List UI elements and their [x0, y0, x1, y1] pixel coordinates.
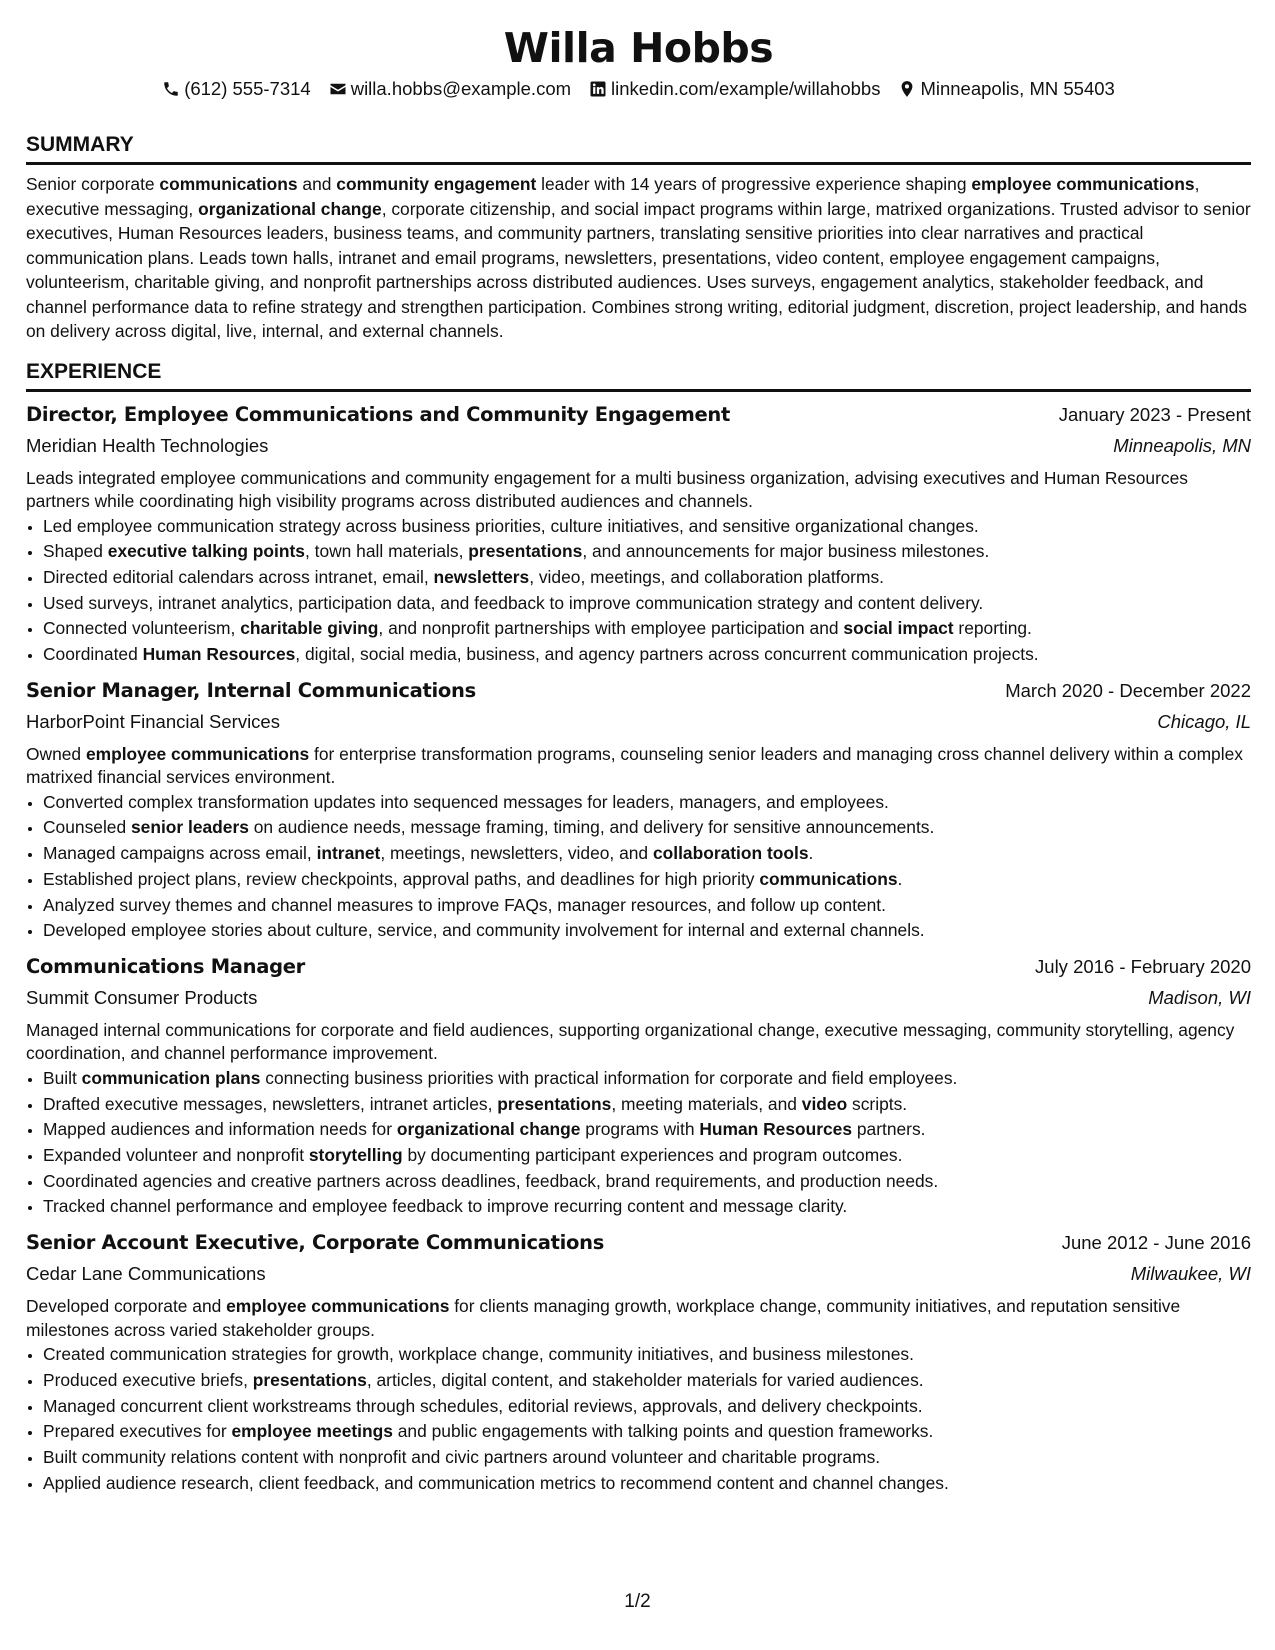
- job-location: Chicago, IL: [1157, 710, 1251, 732]
- job-location: Milwaukee, WI: [1130, 1263, 1251, 1285]
- job-bullets: [26, 1342, 1251, 1496]
- resume-page: [26, 22, 1251, 1496]
- job-dates: July 2016 - February 2020: [1035, 955, 1251, 977]
- job-title: Senior Account Executive, Corporate Communications: [26, 1231, 605, 1255]
- bullet-item: • Managed concurrent client workstreams through schedules, editorial reviews, approvals, and delivery checkpoints.: [43, 1394, 1251, 1420]
- experience-list: [26, 399, 1251, 1497]
- bullet-item: • Prepared executives for employee meetings and public engagements with talking points and question frameworks.: [43, 1419, 1251, 1445]
- bold-keyword: organizational change: [198, 198, 382, 219]
- job-description: Developed corporate and employee communications for clients managing growth, workplace change, community initiatives, and reputation sensitive milestones across varied stakeholder groups.: [26, 1296, 1181, 1340]
- summary-heading: SUMMARY: [26, 131, 1251, 165]
- job-entry: [26, 1227, 1251, 1496]
- bold-keyword: employee communications: [226, 1296, 450, 1317]
- job-company: Cedar Lane Communications: [26, 1263, 266, 1285]
- page-number: 1/2: [624, 1591, 651, 1612]
- contact-bar: [26, 76, 1251, 102]
- job-title: Senior Manager, Internal Communications: [26, 678, 476, 702]
- bullet-item: • Established project plans, review checkpoints, approval paths, and deadlines for high priority communications.: [43, 867, 1251, 893]
- job-entry: [26, 675, 1251, 944]
- job-title: Communications Manager: [26, 954, 305, 978]
- bold-keyword: collaboration tools: [652, 843, 809, 864]
- bold-keyword: employee communications: [971, 174, 1195, 194]
- contact-linkedin[interactable]: [589, 76, 880, 102]
- bullet-item: • Tracked channel performance and employee feedback to improve recurring content and message clarity.: [43, 1194, 1251, 1220]
- job-description: Managed internal communications for corporate and field audiences, supporting organizational change, executive messaging, community storytelling, agency coordination, and channel performance improvement.: [26, 1019, 1235, 1064]
- job-description: Owned employee communications for enterprise transformation programs, counseling senior leaders and managing cross channel delivery within a complex matrixed financial services environment.: [26, 743, 1243, 788]
- bullet-item: • Analyzed survey themes and channel measures to improve FAQs, manager resources, and follow up content.: [43, 893, 1251, 919]
- bullet-item: • Led employee communication strategy across business priorities, culture initiatives, and sensitive organizational changes.: [43, 514, 1251, 540]
- bullet-item: • Shaped executive talking points, town hall materials, presentations, and announcements for major business milestones.: [43, 539, 1251, 565]
- linkedin-text: linkedin.com/example/willahobbs: [611, 78, 881, 99]
- bold-keyword: organizational change: [396, 1119, 581, 1140]
- job-dates: March 2020 - December 2022: [1005, 679, 1251, 701]
- contact-email[interactable]: [329, 76, 571, 102]
- bold-keyword: social impact: [843, 618, 954, 639]
- job-entry: [26, 399, 1251, 668]
- bold-keyword: communications: [759, 868, 898, 889]
- location-text: Minneapolis, MN 55403: [920, 78, 1115, 99]
- bold-keyword: senior leaders: [130, 817, 249, 838]
- job-bullets: [26, 790, 1251, 944]
- job-title: Director, Employee Communications and Community Engagement: [26, 402, 731, 426]
- job-bullets: [26, 1066, 1251, 1220]
- bold-keyword: presentations: [497, 1093, 612, 1114]
- bullet-item: • Created communication strategies for growth, workplace change, community initiatives, and business milestones.: [43, 1342, 1251, 1368]
- bullet-item: • Directed editorial calendars across intranet, email, newsletters, video, meetings, and collaboration platforms.: [43, 565, 1251, 591]
- job-company: HarborPoint Financial Services: [26, 710, 280, 732]
- bullet-item: • Built communication plans connecting business priorities with practical information for corporate and field employees.: [43, 1066, 1251, 1092]
- phone-text: (612) 555-7314: [184, 78, 311, 99]
- bold-keyword: charitable giving: [240, 618, 379, 639]
- bullet-item: • Coordinated agencies and creative partners across deadlines, feedback, brand requirements, and production needs.: [43, 1169, 1251, 1195]
- email-text: willa.hobbs@example.com: [350, 78, 572, 99]
- summary-text: Senior corporate communications and community engagement leader with 14 years of progressive experience shaping employee communications, executive messaging, organizational change, corporate citizenship, and social impact programs within large, matrixed organizations. Trusted advisor to senior executives, Human Resources leaders, business teams, and community partners, translating sensitive priorities into clear narratives and practical communication plans. Leads town halls, intranet and email programs, newsletters, presentations, video content, employee engagement campaigns, volunteerism, charitable giving, and nonprofit partnerships across distributed audiences. Uses surveys, engagement analytics, stakeholder feedback, and channel performance data to refine strategy and strengthen participation. Combines strong writing, editorial judgment, discretion, project leadership, and hands on delivery across digital, live, internal, and external channels.: [26, 174, 1251, 341]
- bullet-item: • Built community relations content with nonprofit and civic partners around volunteer and charitable programs.: [43, 1445, 1251, 1471]
- bullet-item: • Used surveys, intranet analytics, participation data, and feedback to improve communication strategy and content delivery.: [43, 591, 1251, 617]
- bullet-item: • Counseled senior leaders on audience needs, message framing, timing, and delivery for sensitive announcements.: [43, 815, 1251, 841]
- bullet-item: • Coordinated Human Resources, digital, social media, business, and agency partners across concurrent communication projects.: [43, 642, 1251, 668]
- map-pin-icon: [898, 80, 916, 98]
- bold-keyword: video: [801, 1093, 848, 1114]
- bold-keyword: newsletters: [433, 566, 530, 587]
- job-dates: June 2012 - June 2016: [1061, 1232, 1251, 1254]
- bullet-item: • Applied audience research, client feedback, and communication metrics to recommend content and channel changes.: [43, 1471, 1251, 1497]
- bullet-item: • Developed employee stories about culture, service, and community involvement for internal and external channels.: [43, 918, 1251, 944]
- bullet-item: • Connected volunteerism, charitable giving, and nonprofit partnerships with employee participation and social impact reporting.: [43, 616, 1251, 642]
- bold-keyword: Human Resources: [699, 1119, 853, 1140]
- contact-phone[interactable]: [162, 76, 311, 102]
- bold-keyword: Human Resources: [142, 644, 296, 665]
- bold-keyword: community engagement: [336, 174, 537, 194]
- bullet-item: • Converted complex transformation updates into sequenced messages for leaders, managers, and employees.: [43, 790, 1251, 816]
- envelope-icon: [329, 80, 347, 98]
- bold-keyword: executive talking points: [107, 541, 305, 562]
- bold-keyword: employee meetings: [231, 1421, 393, 1442]
- candidate-name: Willa Hobbs: [503, 24, 774, 72]
- bullet-item: • Expanded volunteer and nonprofit storytelling by documenting participant experiences and program outcomes.: [43, 1143, 1251, 1169]
- contact-location: [898, 76, 1114, 102]
- job-bullets: [26, 514, 1251, 668]
- job-location: Minneapolis, MN: [1113, 434, 1251, 456]
- job-description: Leads integrated employee communications and community engagement for a multi business organization, advising executives and Human Resources partners while coordinating high visibility programs across distributed audiences and channels.: [26, 467, 1188, 511]
- bullet-item: • Mapped audiences and information needs for organizational change programs with Human Resources partners.: [43, 1117, 1251, 1143]
- bullet-item: • Managed campaigns across email, intranet, meetings, newsletters, video, and collaboration tools.: [43, 841, 1251, 867]
- job-dates: January 2023 - Present: [1058, 403, 1251, 425]
- experience-heading: EXPERIENCE: [26, 358, 1251, 392]
- bold-keyword: communications: [159, 174, 298, 194]
- job-location: Madison, WI: [1148, 986, 1251, 1008]
- job-company: Meridian Health Technologies: [26, 434, 269, 456]
- bold-keyword: employee communications: [85, 743, 310, 764]
- bold-keyword: communication plans: [81, 1067, 261, 1088]
- bold-keyword: intranet: [316, 843, 381, 864]
- bullet-item: • Drafted executive messages, newsletters, intranet articles, presentations, meeting materials, and video scripts.: [43, 1092, 1251, 1118]
- bullet-item: • Produced executive briefs, presentations, articles, digital content, and stakeholder materials for varied audiences.: [43, 1368, 1251, 1394]
- job-company: Summit Consumer Products: [26, 986, 258, 1008]
- linkedin-icon: [589, 80, 607, 98]
- phone-icon: [162, 80, 180, 98]
- bold-keyword: presentations: [468, 541, 583, 562]
- bold-keyword: storytelling: [308, 1145, 403, 1166]
- bold-keyword: presentations: [252, 1369, 367, 1390]
- job-entry: [26, 951, 1251, 1220]
